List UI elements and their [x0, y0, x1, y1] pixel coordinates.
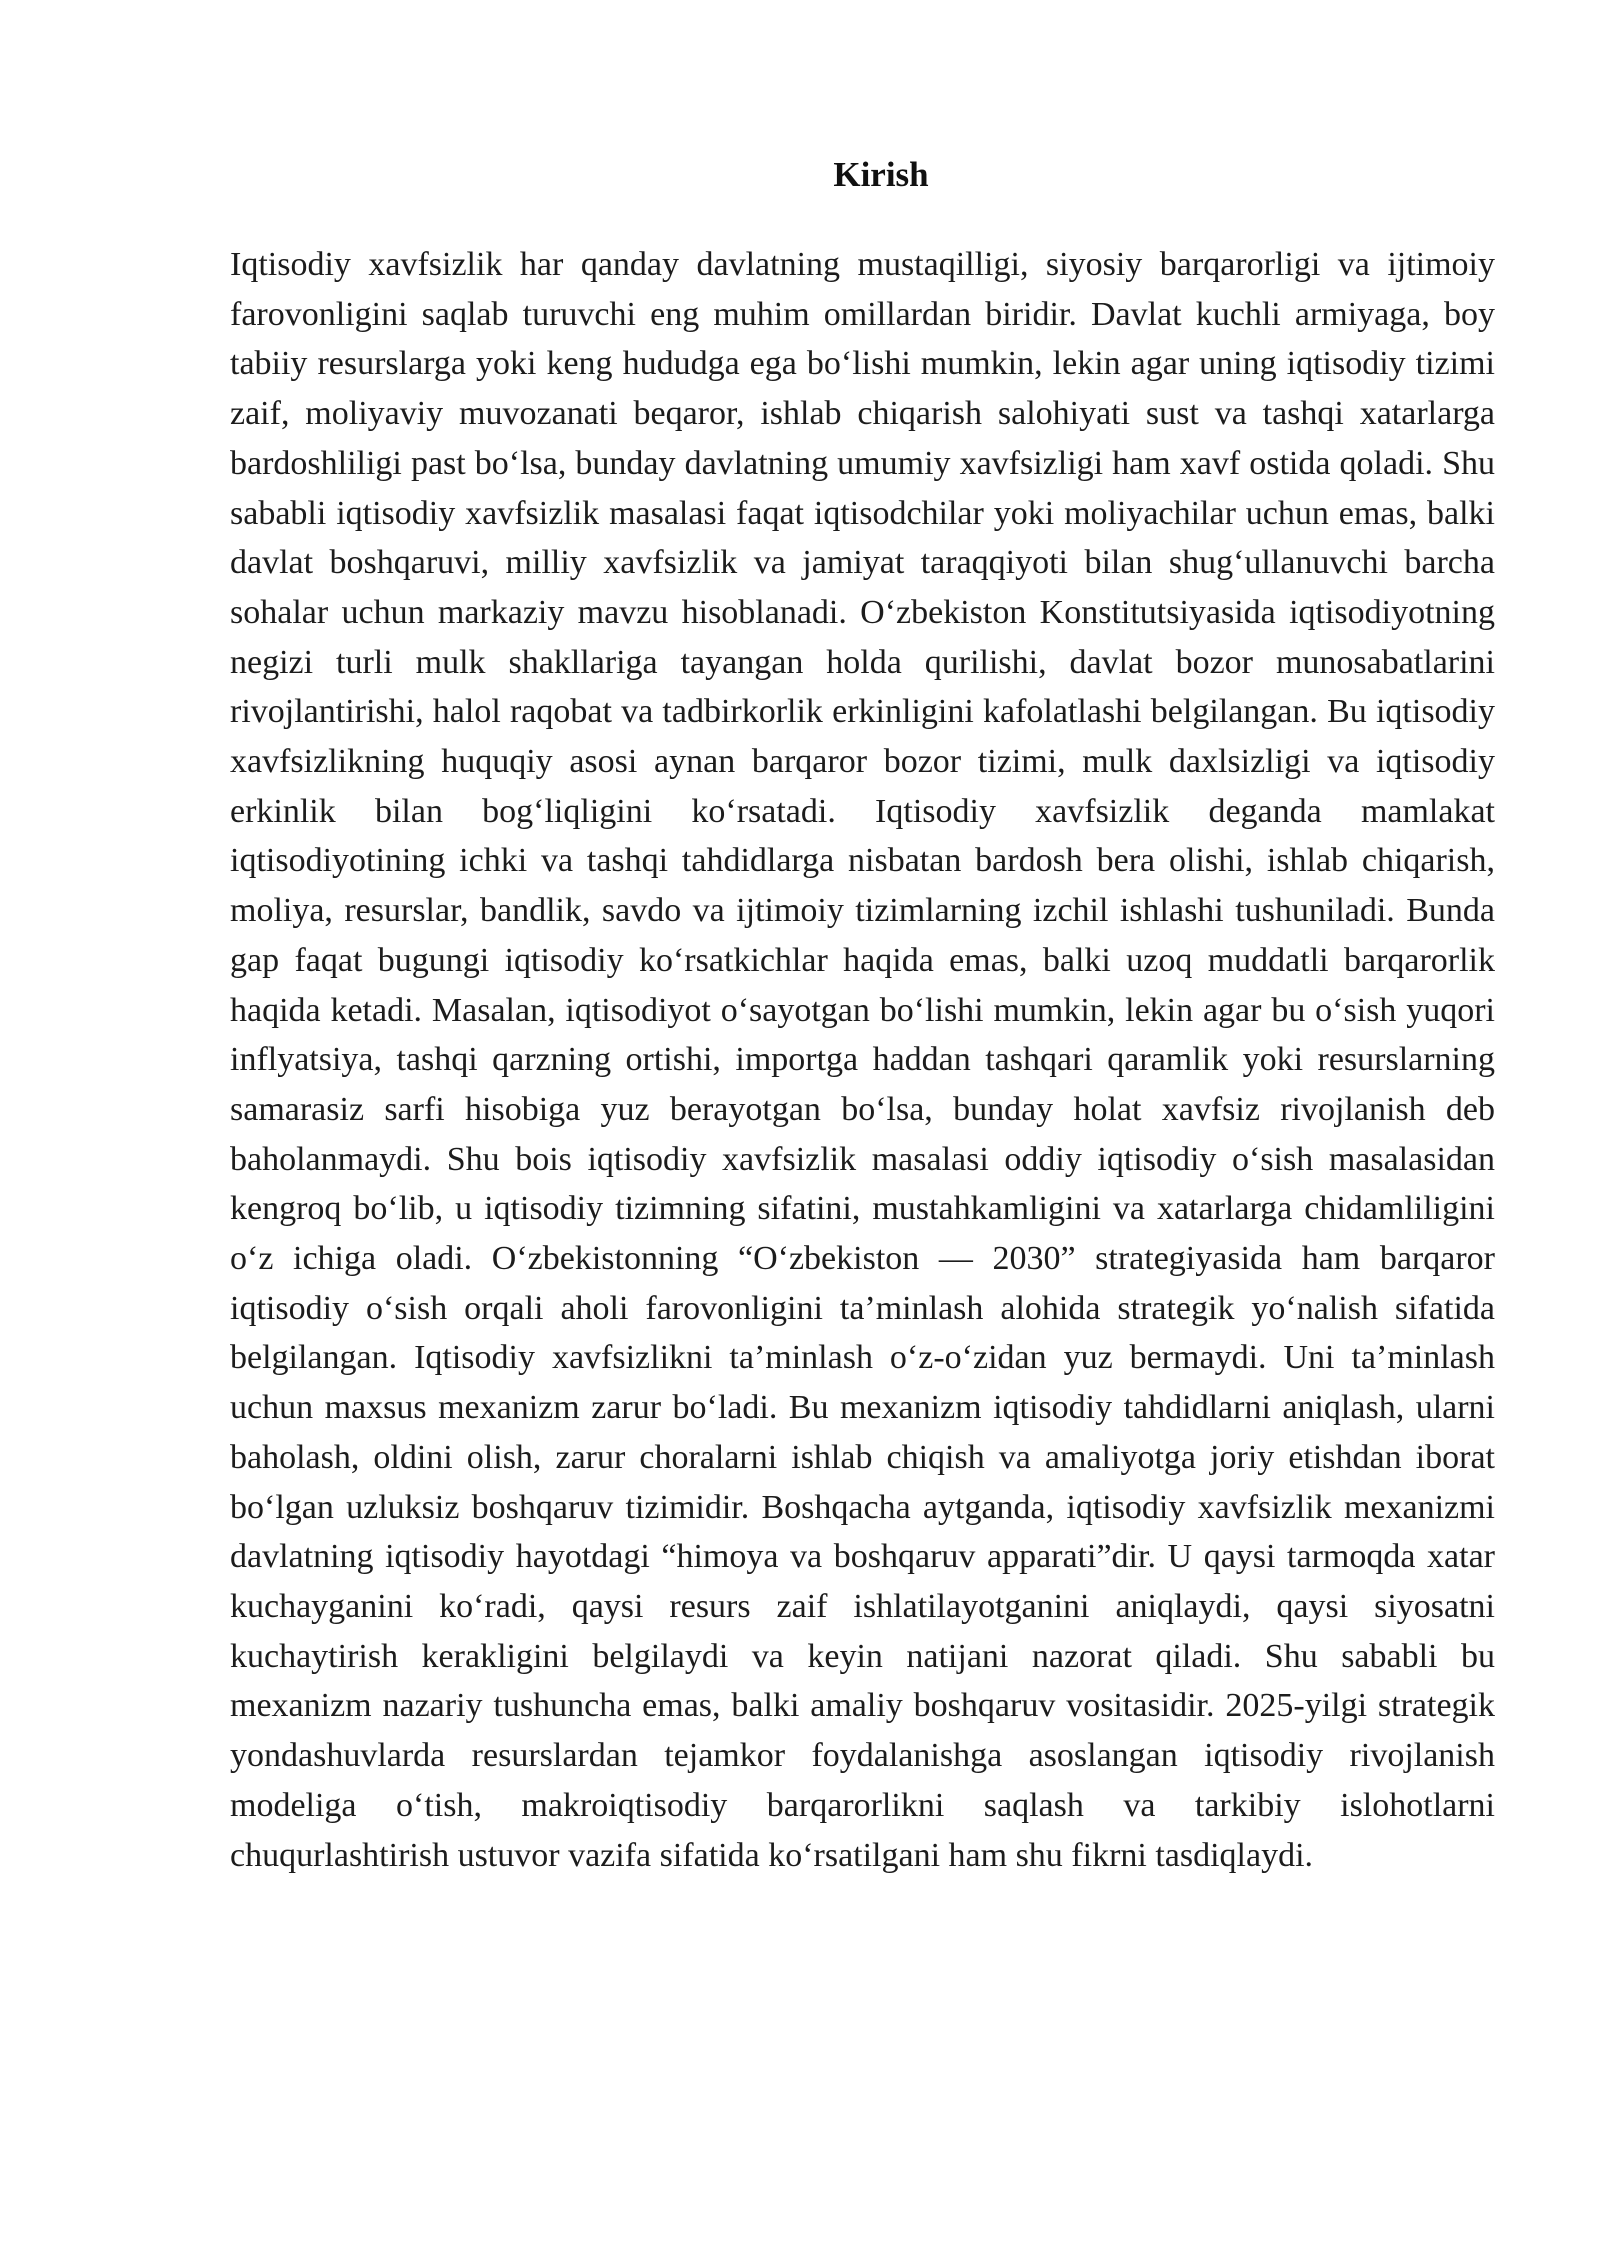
body-paragraph: Iqtisodiy xavfsizlik har qanday davlatning mustaqilligi, siyosiy barqarorligi va ijtimoiy farovonligini saqlab turuvchi eng muhim omillardan biridir. Davlat kuchli armiyaga, boy tabiiy resurslarga yoki keng hududga ega bo‘lishi mumkin, lekin agar uning iqtisodiy tizimi zaif, moliyaviy muvozanati beqaror, ishlab chiqarish salohiyati sust va tashqi xatarlarga bardoshliligi past bo‘lsa, bunday davlatning umumiy xavfsizligi ham xavf ostida qoladi. Shu sababli iqtisodiy xavfsizlik masalasi faqat iqtisodchilar yoki moliyachilar uchun emas, balki davlat boshqaruvi, milliy xavfsizlik va jamiyat taraqqiyoti bilan shug‘ullanuvchi barcha sohalar uchun markaziy mavzu hisoblanadi. O‘zbekiston Konstitutsiyasida iqtisodiyotning negizi turli mulk shakllariga tayangan holda qurilishi, davlat bozor munosabatlarini rivojlantirishi, halol raqobat va tadbirkorlik erkinligini kafolatlashi belgilangan. Bu iqtisodiy xavfsizlikning huquqiy asosi aynan barqaror bozor tizimi, mulk daxlsizligi va iqtisodiy erkinlik bilan bog‘liqligini ko‘rsatadi. Iqtisodiy xavfsizlik deganda mamlakat iqtisodiyotining ichki va tashqi tahdidlarga nisbatan bardosh bera olishi, ishlab chiqarish, moliya, resurslar, bandlik, savdo va ijtimoiy tizimlarning izchil ishlashi tushuniladi. Bunda gap faqat bugungi iqtisodiy ko‘rsatkichlar haqida emas, balki uzoq muddatli barqarorlik haqida ketadi. Masalan, iqtisodiyot o‘sayotgan bo‘lishi mumkin, lekin agar bu o‘sish yuqori inflyatsiya, tashqi qarzning ortishi, importga haddan tashqari qaramlik yoki resurslarning samarasiz sarfi hisobiga yuz berayotgan bo‘lsa, bunday holat xavfsiz rivojlanish deb baholanmaydi. Shu bois iqtisodiy xavfsizlik masalasi oddiy iqtisodiy o‘sish masalasidan kengroq bo‘lib, u iqtisodiy tizimning sifatini, mustahkamligini va xatarlarga chidamliligini o‘z ichiga oladi. O‘zbekistonning “O‘zbekiston — 2030” strategiyasida ham barqaror iqtisodiy o‘sish orqali aholi farovonligini ta’minlash alohida strategik yo‘nalish sifatida belgilangan. Iqtisodiy xavfsizlikni ta’minlash o‘z-o‘zidan yuz bermaydi. Uni ta’minlash uchun maxsus mexanizm zarur bo‘ladi. Bu mexanizm iqtisodiy tahdidlarni aniqlash, ularni baholash, oldini olish, zarur choralarni ishlab chiqish va amaliyotga joriy etishdan iborat bo‘lgan uzluksiz boshqaruv tizimidir. Boshqacha aytganda, iqtisodiy xavfsizlik mexanizmi davlatning iqtisodiy hayotdagi “himoya va boshqaruv apparati”dir. U qaysi tarmoqda xatar kuchayganini ko‘radi, qaysi resurs zaif ishlatilayotganini aniqlaydi, qaysi siyosatni kuchaytirish kerakligini belgilaydi va keyin natijani nazorat qiladi. Shu sababli bu mexanizm nazariy tushuncha emas, balki amaliy boshqaruv vositasidir. 2025-yilgi strategik yondashuvlarda resurslardan tejamkor foydalanishga asoslangan iqtisodiy rivojlanish modeliga o‘tish, makroiqtisodiy barqarorlikni saqlash va tarkibiy islohotlarni chuqurlashtirish ustuvor vazifa sifatida ko‘rsatilgani ham shu fikrni tasdiqlaydi. — [230, 246, 1495, 1874]
page-title: Kirish — [833, 155, 929, 194]
